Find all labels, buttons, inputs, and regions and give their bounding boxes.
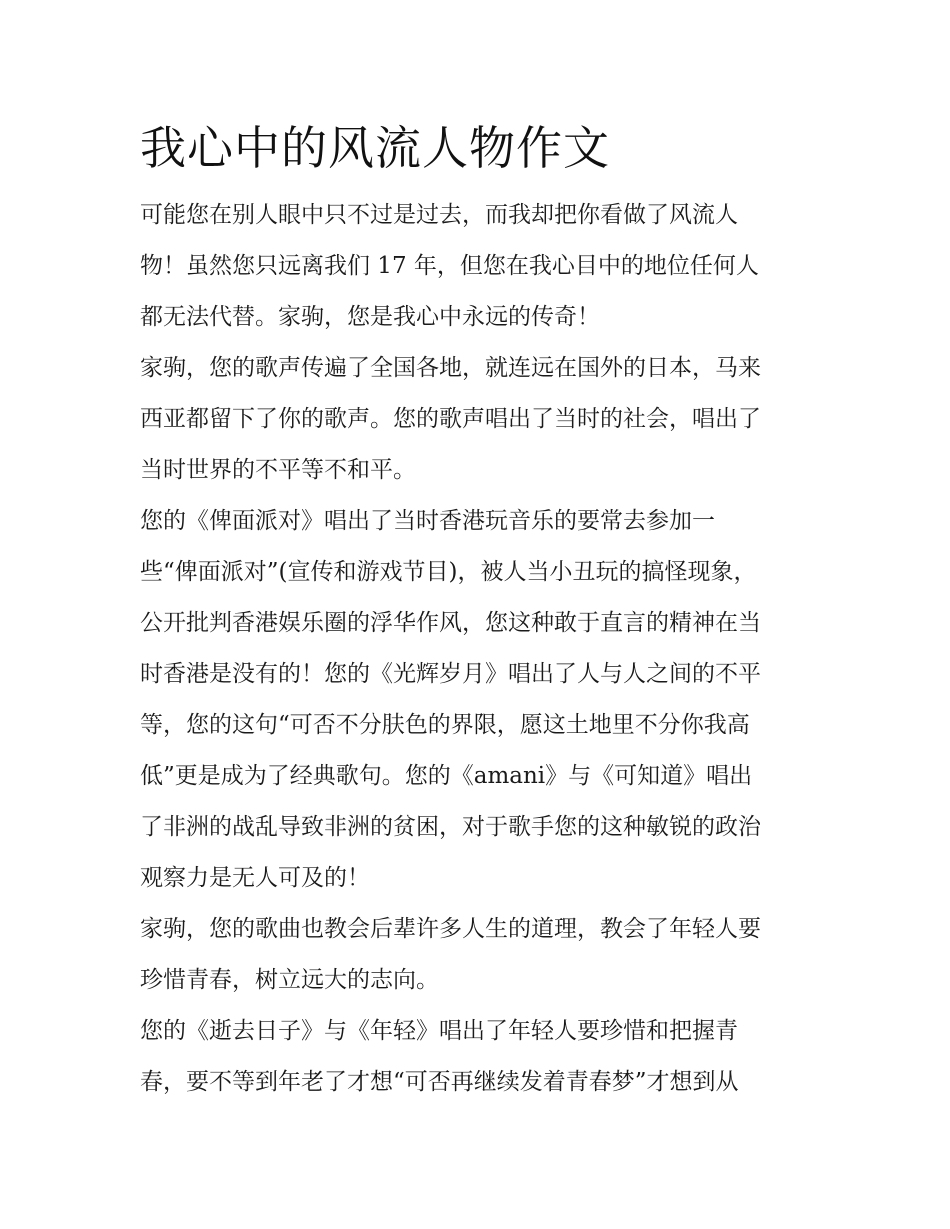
paragraph-line: 些“俾面派对”(宣传和游戏节目)，被人当小丑玩的搞怪现象，: [140, 559, 757, 585]
paragraph-line: 等，您的这句“可否不分肤色的界限，愿这土地里不分你我高: [140, 712, 750, 738]
document-body: [140, 190, 820, 1108]
paragraph-line: 了非洲的战乱导致非洲的贫困，对于歌手您的这种敏锐的政治: [140, 814, 761, 840]
paragraph-line: 珍惜青春，树立远大的志向。: [140, 967, 439, 993]
paragraph-line: 您的《俾面派对》唱出了当时香港玩音乐的要常去参加一: [140, 508, 715, 534]
paragraph-line: 时香港是没有的！您的《光辉岁月》唱出了人与人之间的不平: [140, 661, 761, 687]
document-title: 我心中的风流人物作文: [140, 121, 610, 175]
paragraph-line: 家驹，您的歌曲也教会后辈许多人生的道理，教会了年轻人要: [140, 916, 761, 942]
paragraph-line: 观察力是无人可及的！: [140, 865, 370, 891]
paragraph-line: 家驹，您的歌声传遍了全国各地，就连远在国外的日本，马来: [140, 355, 761, 381]
paragraph-line: 都无法代替。家驹，您是我心中永远的传奇！: [140, 304, 600, 330]
paragraph-line: 西亚都留下了你的歌声。您的歌声唱出了当时的社会，唱出了: [140, 406, 761, 432]
paragraph-line: 低”更是成为了经典歌句。您的《amani》与《可知道》唱出: [140, 763, 753, 789]
paragraph-line: 春，要不等到年老了才想“可否再继续发着青春梦”才想到从: [140, 1069, 739, 1095]
paragraph-line: 物！虽然您只远离我们 17 年，但您在我心目中的地位任何人: [140, 253, 759, 279]
paragraph-line: 当时世界的不平等不和平。: [140, 457, 416, 483]
paragraph-line: 您的《逝去日子》与《年轻》唱出了年轻人要珍惜和把握青: [140, 1018, 738, 1044]
document-page: [140, 118, 820, 1108]
paragraph-line: 可能您在别人眼中只不过是过去，而我却把你看做了风流人: [140, 202, 738, 228]
paragraph-line: 公开批判香港娱乐圈的浮华作风，您这种敢于直言的精神在当: [140, 610, 761, 636]
